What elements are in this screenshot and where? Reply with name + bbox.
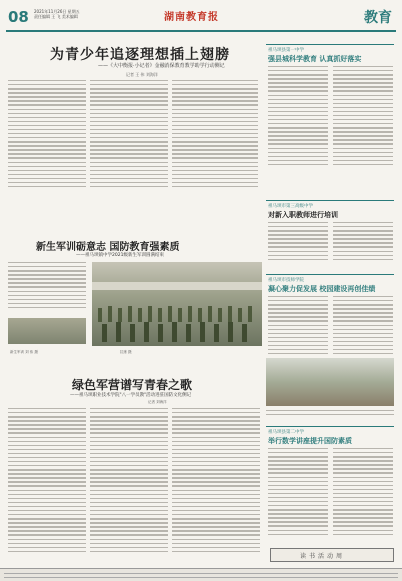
article2-subhead: ——祖马坝镇中学2021级新生军训圆满结束 (76, 253, 164, 258)
article3-col-2 (90, 408, 168, 555)
article3-headline: 绿色军营谱写青春之歌 (72, 378, 193, 392)
sidebar2-text-b (333, 222, 393, 263)
main-subhead: ——《大中衡报·小记者》金融消保教育教学助学行动侧记 (98, 63, 225, 69)
masthead-logo: 湖南教育报 (164, 12, 219, 23)
page-number: 08 (8, 8, 29, 26)
campus-photo (266, 358, 394, 406)
main-headline: 为青少年追逐理想插上翅膀 (50, 47, 230, 63)
sidebar4-text-a (268, 448, 328, 538)
troops-graphic (92, 262, 262, 346)
main-col-1 (8, 80, 86, 190)
sidebar3-title: 凝心聚力促发展 校园建设再创佳绩 (268, 285, 376, 293)
photo-caption-left: 新生军训 刘 伟 摄 (10, 350, 38, 354)
sidebar4-text-b (333, 448, 393, 538)
sidebar1-text-b (333, 66, 393, 168)
sidebar4-title: 举行数学讲座提升国防素质 (268, 437, 352, 445)
page-footer (0, 568, 402, 581)
footer-line (4, 573, 398, 574)
sidebar3-kicker: 祖马坝市技师学院 (268, 278, 304, 283)
main-col-3 (172, 80, 258, 190)
article2-headline: 新生军训砺意志 国防教育强素质 (36, 242, 180, 253)
article3-col-3 (172, 408, 260, 555)
page-header (6, 4, 396, 32)
section-title: 教育 (364, 10, 392, 26)
sidebar1-text-a (268, 66, 328, 168)
article3-byline: 记者 刘海洋 (148, 400, 167, 404)
small-photo (8, 318, 86, 344)
sidebar1-kicker: 祖马坝县第一中学 (268, 48, 304, 53)
sidebar2-kicker: 祖马坝市第三高级中学 (268, 204, 313, 209)
date-info (34, 9, 80, 19)
sidebar4-kicker: 祖马坝县第二中学 (268, 430, 304, 435)
main-byline: 记者 王 伟 刘海洋 (126, 72, 158, 77)
article3-col-1 (8, 408, 86, 555)
main-col-2 (90, 80, 168, 190)
sidebar-rule-1 (266, 44, 394, 45)
military-training-photo (92, 262, 262, 346)
sidebar3-text-a (268, 296, 328, 357)
article3-subhead: ——祖马坝职业技术学院"八一学员教"活动进驻国防文化侧记 (70, 393, 192, 398)
campus-photo-caption (266, 410, 394, 418)
date-line: 2021年11月26日 星期五 (34, 9, 80, 14)
ad-box-text: 读书活动周 (300, 553, 346, 560)
sidebar3-text-b (333, 296, 393, 357)
sidebar1-title: 强县城科学教育 认真抓好落实 (268, 55, 362, 63)
sidebar2-text-a (268, 222, 328, 263)
editor-line: 责任编辑 王 飞 美术编辑 (34, 14, 78, 19)
article2-text (8, 262, 86, 311)
footer-line (4, 577, 398, 578)
sidebar-rule-3 (266, 274, 394, 275)
sidebar-rule-2 (266, 200, 394, 201)
sidebar-rule-4 (266, 426, 394, 427)
photo-caption-right: 拉练 摄 (120, 350, 132, 354)
sidebar2-title: 对新入职教师进行培训 (268, 211, 338, 219)
